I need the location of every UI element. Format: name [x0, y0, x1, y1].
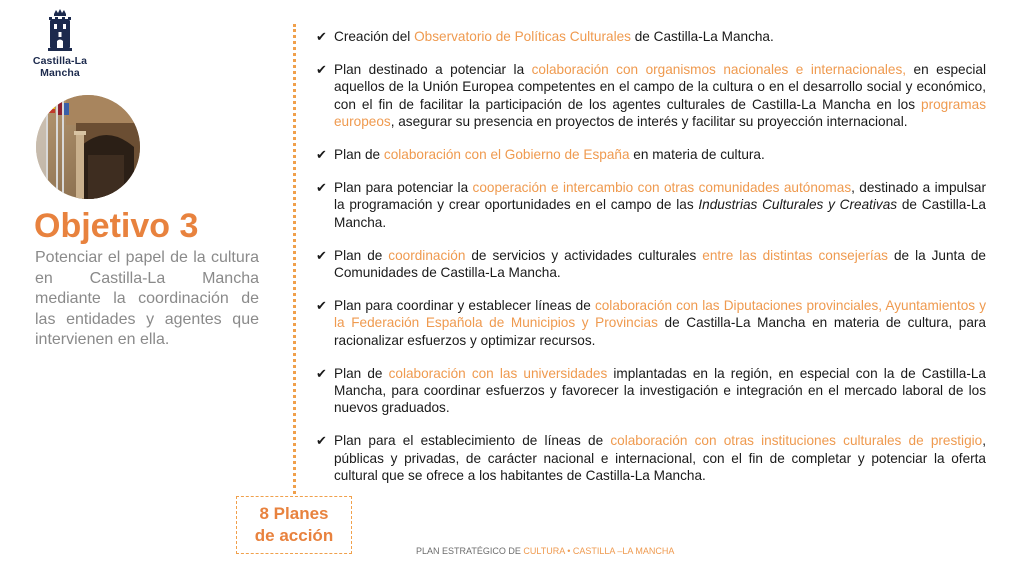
building-facade-photo [36, 95, 140, 199]
body-text: Plan para coordinar y establecer líneas de [334, 298, 595, 314]
castilla-la-mancha-logo [12, 8, 108, 79]
objective-description: Potenciar el papel de la cultura en Castilla-La Mancha mediante la coordinación de las entidades y agentes que intervienen en ella. [35, 249, 259, 348]
highlighted-text: colaboración con otras instituciones culturales de prestigio [610, 433, 983, 449]
body-text: de la Junta de Comunidades de Castilla-La Mancha. [334, 247, 986, 281]
action-plans-label: de acción [254, 526, 334, 545]
action-plans-box [236, 496, 352, 554]
highlighted-text: colaboración con el Gobierno de España [383, 147, 630, 163]
list-item [316, 146, 986, 163]
action-plans-count: 8 Planes [259, 504, 329, 523]
body-text: implantadas en la región, en especial con la de Castilla-La Mancha, para coordinar esfuerzos y favorecer la investigación e integración en el mercado laboral de los nuevos graduados. [334, 365, 986, 416]
body-text: de Castilla-La Mancha. [630, 29, 774, 44]
building-photo [36, 95, 140, 199]
highlighted-text: cooperación e intercambio con otras comunidades autónomas [472, 180, 852, 196]
checkmark-icon: ✔ [316, 298, 327, 314]
highlighted-text: colaboración con las universidades [388, 365, 608, 381]
list-item [316, 28, 986, 45]
list-item [316, 179, 986, 231]
list-item [316, 247, 986, 281]
logo-text: Castilla-La Mancha [32, 55, 88, 79]
checkmark-icon: ✔ [316, 180, 327, 196]
body-text: Plan para potenciar la [334, 180, 473, 196]
dotted-divider [293, 24, 296, 494]
checkmark-icon: ✔ [316, 433, 327, 449]
list-item [316, 365, 986, 417]
highlighted-text: Observatorio de Políticas Culturales [414, 29, 631, 44]
body-text: Plan de [334, 247, 389, 263]
body-text: , asegurar su presencia en proyectos de interés y facilitar su proyección internacional. [390, 113, 908, 129]
body-text: Plan de [334, 147, 384, 163]
footer [416, 545, 676, 557]
italic-text: Industrias Culturales y Creativas [698, 197, 898, 213]
footer-highlight: CULTURA • CASTILLA –LA MANCHA [523, 546, 675, 556]
body-text: Plan destinado a potenciar la [334, 62, 532, 78]
highlighted-text: programas europeos [334, 96, 986, 129]
highlighted-text: colaboración con organismos nacionales e internacionales, [531, 62, 907, 78]
highlighted-text: entre las distintas consejerías [702, 247, 888, 263]
checkmark-icon: ✔ [316, 62, 327, 78]
action-plan-list [316, 28, 986, 500]
checkmark-icon: ✔ [316, 365, 327, 381]
body-text: Plan de [334, 365, 389, 381]
body-text: de servicios y actividades culturales [465, 247, 703, 263]
body-text: Plan para el establecimiento de líneas de [334, 433, 611, 449]
highlighted-text: colaboración con las Diputaciones provinciales, Ayuntamientos y la Federación Española de Municipios y Provincias [334, 298, 987, 331]
body-text: , públicas y privadas, de carácter nacional e internacional, con el fin de completar y potenciar la oferta cultural que se ofrece a los habitantes de Castilla-La Mancha. [334, 433, 987, 483]
body-text: en especial aquellos de la Unión Europea competentes en el campo de la cultura o en el desarrollo social y económico, con el fin de facilitar la participación de los agentes culturales de Castilla-La Mancha en los [334, 62, 987, 112]
objective-title: Objetivo 3 [34, 207, 199, 245]
checkmark-icon: ✔ [316, 247, 327, 263]
footer-prefix: PLAN ESTRATÉGICO DE [416, 546, 524, 556]
checkmark-icon: ✔ [316, 29, 327, 44]
list-item [316, 61, 986, 130]
checkmark-icon: ✔ [316, 147, 327, 163]
body-text: de Castilla-La Mancha en materia de cultura, para racionalizar esfuerzos y optimizar recursos. [334, 315, 986, 348]
body-text: de Castilla-La Mancha. [334, 197, 986, 230]
list-item [316, 432, 986, 484]
body-text: Creación del [334, 29, 415, 44]
list-item [316, 297, 986, 349]
body-text: en materia de cultura. [629, 147, 765, 163]
body-text: , destinado a impulsar la programación y crear oportunidades en el campo de las [334, 180, 986, 213]
castle-tower-emblem-icon [45, 8, 75, 54]
highlighted-text: coordinación [388, 247, 466, 263]
